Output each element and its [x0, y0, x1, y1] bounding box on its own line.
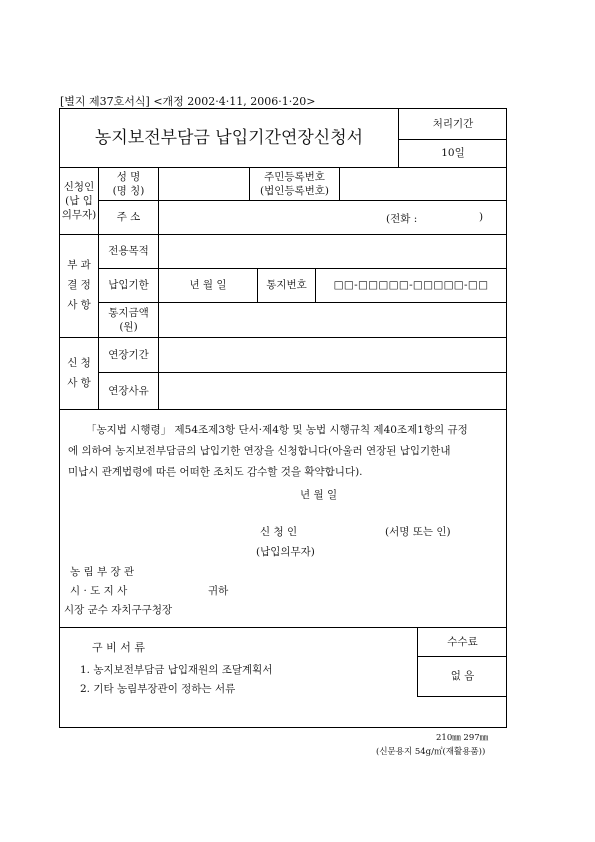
extension-reason-label: 연장사유	[108, 384, 149, 397]
signer-sub-label: (납입의무자)	[256, 546, 315, 558]
phone-close: )	[479, 211, 484, 223]
amount-label-line: (원)	[119, 321, 138, 333]
addressee-mayor: 시장 군수 자치구구청장	[64, 604, 173, 616]
address-label: 주 소	[116, 211, 141, 224]
addressee-minister: 농 림 부 장 관	[70, 566, 135, 578]
id-number-field[interactable]	[340, 168, 506, 200]
fee-label: 수수료	[447, 635, 478, 648]
form-title: 농지보전부담금 납입기간연장신청서	[94, 127, 364, 148]
id-number-label-line: 주민등록번호	[264, 170, 325, 183]
applicant-section-label-line: 신청인	[63, 180, 95, 193]
signature-hint[interactable]: (서명 또는 인)	[385, 526, 451, 538]
applicant-section-label-line: (납 입	[65, 194, 93, 207]
deadline-label: 납입기한	[108, 279, 149, 292]
request-section-label	[60, 338, 98, 409]
extension-period-label: 연장기간	[108, 348, 149, 361]
paper-spec: (신문용지 54g/㎡(재활용품))	[376, 747, 486, 757]
request-section-label-line: 신 청	[67, 356, 91, 369]
deadline-field[interactable]: 년 월 일	[189, 279, 227, 292]
addressee-honorific: 귀하	[208, 585, 229, 597]
paper-size: 210㎜ 297㎜	[436, 733, 489, 743]
purpose-field[interactable]	[159, 235, 506, 268]
statement-line: 「농지법 시행령」 제54조제3항 단서·제4항 및 농법 시행규칙 제40조제1항의 규정	[86, 424, 468, 436]
levy-section-label-line: 사 항	[67, 298, 91, 311]
name-label-line: 성 명	[116, 170, 141, 183]
levy-section-label-line: 결 정	[67, 279, 91, 292]
phone-field[interactable]	[430, 205, 475, 229]
notice-number-field[interactable]: □□-□□□□□-□□□□□-□□	[333, 279, 489, 292]
statement-line: 에 의하여 농지보전부담금의 납입기한 연장을 신청합니다(아울러 연장된 납입기한내	[68, 445, 451, 457]
address-field[interactable]	[159, 201, 389, 234]
processing-period-label: 처리기간	[432, 117, 474, 130]
amount-label	[99, 303, 158, 337]
application-date[interactable]: 년 월 일	[300, 489, 338, 501]
name-label	[99, 168, 158, 200]
applicant-section-label-line: 의무자)	[61, 209, 97, 222]
id-number-label	[250, 168, 339, 200]
name-field[interactable]	[159, 168, 249, 200]
name-label-line: (명 칭)	[112, 185, 145, 197]
id-number-label-line: (법인등록번호)	[259, 185, 330, 197]
levy-section-label-line: 부 과	[67, 259, 91, 272]
fee-value: 없 음	[450, 670, 475, 683]
notice-number-label: 통지번호	[266, 279, 307, 292]
amount-field[interactable]	[159, 303, 506, 337]
processing-period-value: 10일	[441, 147, 465, 160]
form-reference: [별지 제37호서식] <개정 2002·4·11, 2006·1·20>	[60, 95, 316, 108]
signer-label: 신 청 인	[260, 526, 298, 538]
addressee-governor: 시 · 도 지 사	[70, 585, 128, 597]
applicant-section-label	[60, 168, 98, 234]
extension-reason-field[interactable]	[159, 373, 506, 409]
extension-period-field[interactable]	[159, 338, 506, 372]
levy-section-label	[60, 235, 98, 337]
purpose-label: 전용목적	[108, 245, 149, 258]
document-item: 2. 기타 농림부장관이 정하는 서류	[80, 683, 236, 695]
document-item: 1. 농지보전부담금 납입재원의 조달계획서	[80, 664, 273, 676]
divider	[417, 696, 507, 697]
phone-label: (전화 :	[386, 213, 418, 225]
divider	[59, 409, 507, 410]
documents-heading: 구 비 서 류	[92, 641, 145, 654]
request-section-label-line: 사 항	[67, 376, 91, 389]
statement-line: 미납시 관계법령에 따른 어떠한 조치도 감수할 것을 확약합니다).	[68, 466, 363, 478]
amount-label-line: 통지금액	[108, 306, 149, 319]
